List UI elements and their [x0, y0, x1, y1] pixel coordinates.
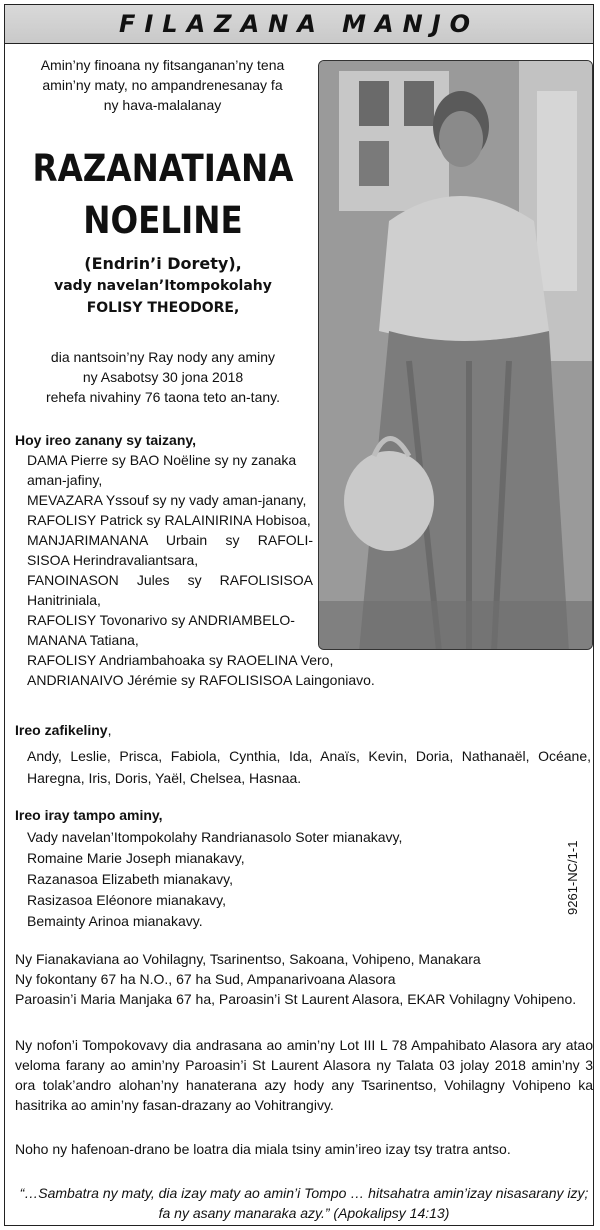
intro-line: ny hava-malalanay [103, 97, 222, 113]
reference-code: 9261-NC/1-1 [565, 840, 580, 915]
list-item: Bemainty Arinoa mianakavy. [27, 913, 203, 929]
families-line: Ny Fianakaviana ao Vohilagny, Tsarinentso, Sakoana, Vohipeno, Manakara [15, 951, 481, 967]
families-block [15, 949, 593, 1009]
list-item: MANJARIMANANA Urbain sy RAFOLI- [27, 532, 313, 548]
obituary-notice [4, 4, 594, 1226]
list-item: Razanasoa Elizabeth mianakavy, [27, 871, 233, 887]
grandchildren-title-text: Ireo zafikeliny [15, 722, 108, 738]
notice-header: FILAZANA MANJO [5, 5, 593, 44]
list-item: RAFOLISY Patrick sy RALAINIRINA Hobisoa, [27, 512, 311, 528]
deceased-name [31, 143, 295, 247]
list-item: RAFOLISY Andriambahoaka sy RAOELINA Vero, [27, 652, 334, 668]
list-item: ANDRIANAIVO Jérémie sy RAFOLISISOA Laingoniavo. [27, 672, 375, 688]
maiden-name: (Endrin’i Dorety), [84, 254, 242, 273]
funeral-details: Ny nofon’i Tompokovavy dia andrasana ao amin’ny Lot III L 78 Ampahibato Alasora ary atao veloma farany ao amin’ny Paroasin’i St Laurent Alasora ny Talata 03 jolay 2018 amin’ny 3 ora tolak’andro alohan’ny hanaterana azy hody any Tsarinentso, Vohilagny Vohipeno ka hasitrika ao amin’ny fasan-drazany ao Vohitrangivy. [15, 1037, 593, 1113]
list-item: SISOA Herindravaliantsara, [27, 552, 199, 568]
list-item: MEVAZARA Yssouf sy ny vady aman-janany, [27, 492, 307, 508]
death-line: ny Asabotsy 30 jona 2018 [82, 369, 244, 385]
death-line: rehefa nivahiny 76 taona teto an-tany. [45, 389, 280, 405]
list-item: Rasizasoa Eléonore mianakavy, [27, 892, 226, 908]
list-item: Vady navelan’Itompokolahy Randrianasolo Soter mianakavy, [27, 829, 403, 845]
list-item: FANOINASON Jules sy RAFOLISISOA [27, 572, 313, 588]
grandchildren-title [15, 720, 111, 740]
children-title: Hoy ireo zanany sy taizany, [15, 432, 197, 448]
deceased-name-line1: RAZANATIANA [32, 147, 294, 190]
deceased-relations [13, 253, 313, 319]
list-item: Hanitriniala, [27, 592, 101, 608]
widow-line: vady navelan’Itompokolahy [54, 278, 272, 294]
deceased-name-line2: NOELINE [83, 199, 243, 242]
families-line: Ny fokontany 67 ha N.O., 67 ha Sud, Ampanarivoana Alasora [15, 971, 396, 987]
list-item: Romaine Marie Joseph mianakavy, [27, 850, 245, 866]
intro-text [15, 55, 310, 115]
intro-line: amin’ny maty, no ampandrenesanay fa [42, 77, 283, 93]
grandchildren-title-suffix: , [107, 722, 112, 738]
list-item: aman-jafiny, [27, 472, 103, 488]
list-item: DAMA Pierre sy BAO Noëline sy ny zanaka [27, 452, 297, 468]
grandchildren-list: Andy, Leslie, Prisca, Fabiola, Cynthia, Ida, Anaïs, Kevin, Doria, Nathanaël, Océane, Haregna, Iris, Doris, Yaël, Chelsea, Hasnaa. [27, 748, 591, 786]
list-item: MANANA Tatiana, [27, 632, 139, 648]
intro-line: Amin’ny finoana ny fitsanganan’ny tena [40, 57, 285, 73]
portrait-photo-icon [318, 60, 593, 650]
death-line: dia nantsoin’ny Ray nody any aminy [50, 349, 276, 365]
siblings-list [27, 827, 547, 932]
families-line: Paroasin’i Maria Manjaka 67 ha, Paroasin’i St Laurent Alasora, EKAR Vohilagny Vohipeno. [15, 991, 577, 1007]
list-item: RAFOLISY Tovonarivo sy ANDRIAMBELO- [27, 612, 295, 628]
apology-notice: Noho ny hafenoan-drano be loatra dia miala tsiny amin’ireo izay tsy tratra antso. [15, 1141, 511, 1157]
portrait-illustration [319, 61, 593, 650]
siblings-title: Ireo iray tampo aminy, [15, 807, 163, 823]
death-announcement [13, 347, 313, 407]
children-list [27, 450, 375, 690]
bible-quote: “…Sambatra ny maty, dia izay maty ao amin’i Tompo … hitsahatra amin’izay nisasarany izy; fa ny asany manaraka azy.” (Apokalipsy 14:13) [19, 1185, 589, 1221]
husband-name: FOLISY THEODORE, [86, 300, 240, 316]
